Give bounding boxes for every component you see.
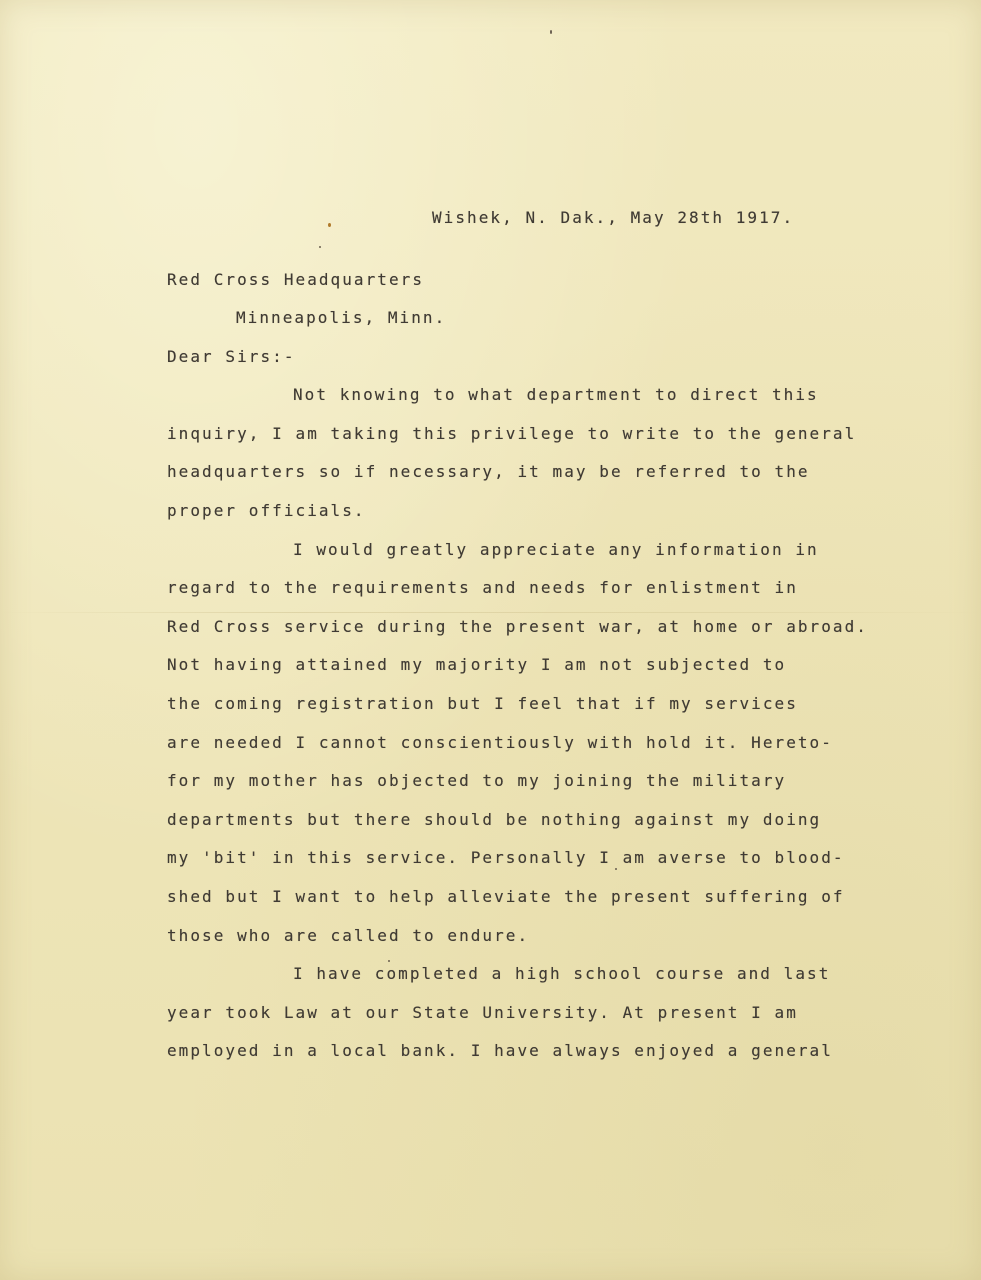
body-line: inquiry, I am taking this privilege to write to the general bbox=[167, 424, 857, 443]
body-line: employed in a local bank. I have always enjoyed a general bbox=[167, 1041, 833, 1060]
body-line: Red Cross service during the present war, at home or abroad. bbox=[167, 617, 868, 636]
ink-speck bbox=[615, 868, 617, 870]
paper-fold-line bbox=[0, 612, 981, 613]
ink-speck bbox=[319, 246, 321, 248]
letter-dateline: Wishek, N. Dak., May 28th 1917. bbox=[432, 208, 795, 227]
body-line: regard to the requirements and needs for enlistment in bbox=[167, 578, 798, 597]
body-line: Not knowing to what department to direct this bbox=[293, 385, 819, 404]
ink-speck bbox=[550, 30, 552, 34]
recipient-name: Red Cross Headquarters bbox=[167, 270, 425, 289]
body-line: proper officials. bbox=[167, 501, 366, 520]
ink-speck bbox=[388, 960, 390, 962]
body-line: shed but I want to help alleviate the present suffering of bbox=[167, 887, 845, 906]
body-line: departments but there should be nothing against my doing bbox=[167, 810, 822, 829]
body-line: Not having attained my majority I am not subjected to bbox=[167, 655, 787, 674]
body-line: year took Law at our State University. At present I am bbox=[167, 1003, 798, 1022]
salutation: Dear Sirs:- bbox=[167, 347, 296, 366]
body-line: for my mother has objected to my joining the military bbox=[167, 771, 787, 790]
body-line: are needed I cannot conscientiously with hold it. Hereto- bbox=[167, 733, 833, 752]
body-line: the coming registration but I feel that if my services bbox=[167, 694, 798, 713]
body-line: headquarters so if necessary, it may be referred to the bbox=[167, 462, 810, 481]
body-line: I would greatly appreciate any information in bbox=[293, 540, 819, 559]
recipient-city: Minneapolis, Minn. bbox=[236, 308, 447, 327]
ink-speck bbox=[328, 223, 331, 227]
body-line: I have completed a high school course and last bbox=[293, 964, 831, 983]
body-line: those who are called to endure. bbox=[167, 926, 530, 945]
body-line: my 'bit' in this service. Personally I am averse to blood- bbox=[167, 848, 845, 867]
